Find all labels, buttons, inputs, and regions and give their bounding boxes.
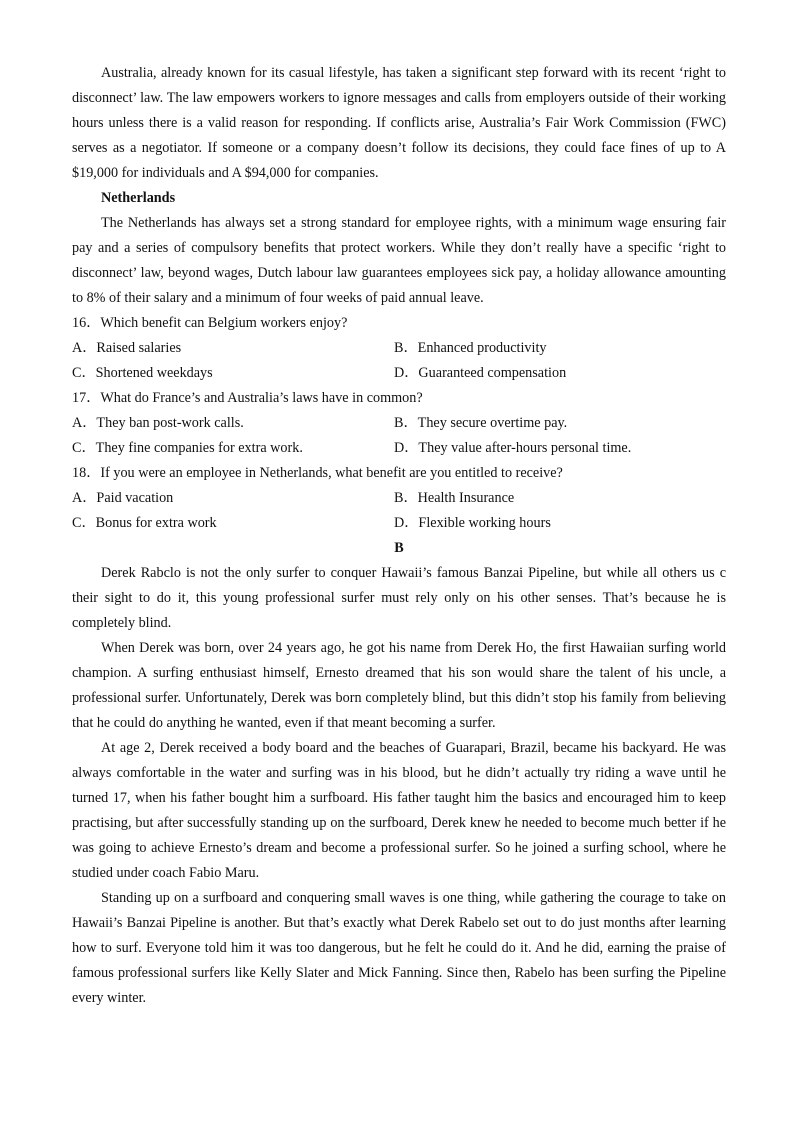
option-b: B．They secure overtime pay. (394, 415, 568, 431)
option-c: C．They fine companies for extra work. (72, 440, 303, 456)
option-d: D．Guaranteed compensation (394, 365, 567, 381)
option-c: C．Bonus for extra work (72, 515, 217, 531)
question-options (72, 336, 726, 386)
question-options (72, 411, 726, 461)
question-stem: 16．Which benefit can Belgium workers enjoy? (72, 315, 348, 331)
option-d: D．Flexible working hours (394, 515, 551, 531)
option-b: B．Enhanced productivity (394, 340, 547, 356)
question-stem: 18．If you were an employee in Netherlands, what benefit are you entitled to receive? (72, 465, 563, 481)
question-16 (72, 311, 726, 386)
paragraph-netherlands: The Netherlands has always set a strong standard for employee rights, with a minimum wage ensuring fair pay and a series of compulsory benefits that protect workers. While they don’t really have a specific ‘right to disconnect’ law, beyond wages, Dutch labour law guarantees employees sick pay, a holiday allowance amounting to 8% of their salary and a minimum of four weeks of paid annual leave. (72, 215, 726, 306)
question-options (72, 486, 726, 536)
option-c: C．Shortened weekdays (72, 365, 213, 381)
question-18 (72, 461, 726, 536)
option-d: D．They value after-hours personal time. (394, 440, 632, 456)
paragraph-australia: Australia, already known for its casual lifestyle, has taken a significant step forward with its recent ‘right to disconnect’ law. The law empowers workers to ignore messages and calls from employers outside of their working hours unless there is a valid reason for responding. If conflicts arise, Australia’s Fair Work Commission (FWC) serves as a negotiator. If someone or a company doesn’t follow its decisions, they could face fines of up to A $19,000 for individuals and A $94,000 for companies. (72, 65, 726, 181)
question-17 (72, 386, 726, 461)
option-b: B．Health Insurance (394, 490, 515, 506)
paragraph-b-1: Derek Rabclo is not the only surfer to conquer Hawaii’s famous Banzai Pipeline, but while all others us c their sight to do it, this young professional surfer must rely only on his other senses. That’s because he is completely blind. (72, 565, 726, 631)
paragraph-b-2: When Derek was born, over 24 years ago, he got his name from Derek Ho, the first Hawaiian surfing world champion. A surfing enthusiast himself, Ernesto dreamed that his son would share the talent of his uncle, a professional surfer. Unfortunately, Derek was born completely blind, but this didn’t stop his family from believing that he could do anything he wanted, even if that meant becoming a surfer. (72, 640, 726, 731)
section-label-b: B (394, 540, 404, 556)
option-a: A．Paid vacation (72, 490, 174, 506)
document-page (72, 61, 726, 1011)
option-a: A．Raised salaries (72, 340, 182, 356)
paragraph-b-4: Standing up on a surfboard and conquering small waves is one thing, while gathering the courage to take on Hawaii’s Banzai Pipeline is another. But that’s exactly what Derek Rabelo set out to do just months after learning how to surf. Everyone told him it was too dangerous, but he felt he could do it. And he did, earning the praise of famous professional surfers like Kelly Slater and Mick Fanning. Since then, Rabelo has been surfing the Pipeline every winter. (72, 890, 726, 1006)
paragraph-b-3: At age 2, Derek received a body board and the beaches of Guarapari, Brazil, became his backyard. He was always comfortable in the water and surfing was in his blood, but he didn’t actually try riding a wave until he turned 17, when his father bought him a surfboard. His father taught him the basics and encouraged him to keep practising, but after successfully standing up on the surfboard, Derek knew he needed to become much better if he was going to achieve Ernesto’s dream and become a professional surfer. So he joined a surfing school, where he studied under coach Fabio Maru. (72, 740, 726, 881)
option-a: A．They ban post-work calls. (72, 415, 244, 431)
question-stem: 17．What do France’s and Australia’s laws have in common? (72, 390, 423, 406)
heading-netherlands: Netherlands (101, 190, 176, 206)
